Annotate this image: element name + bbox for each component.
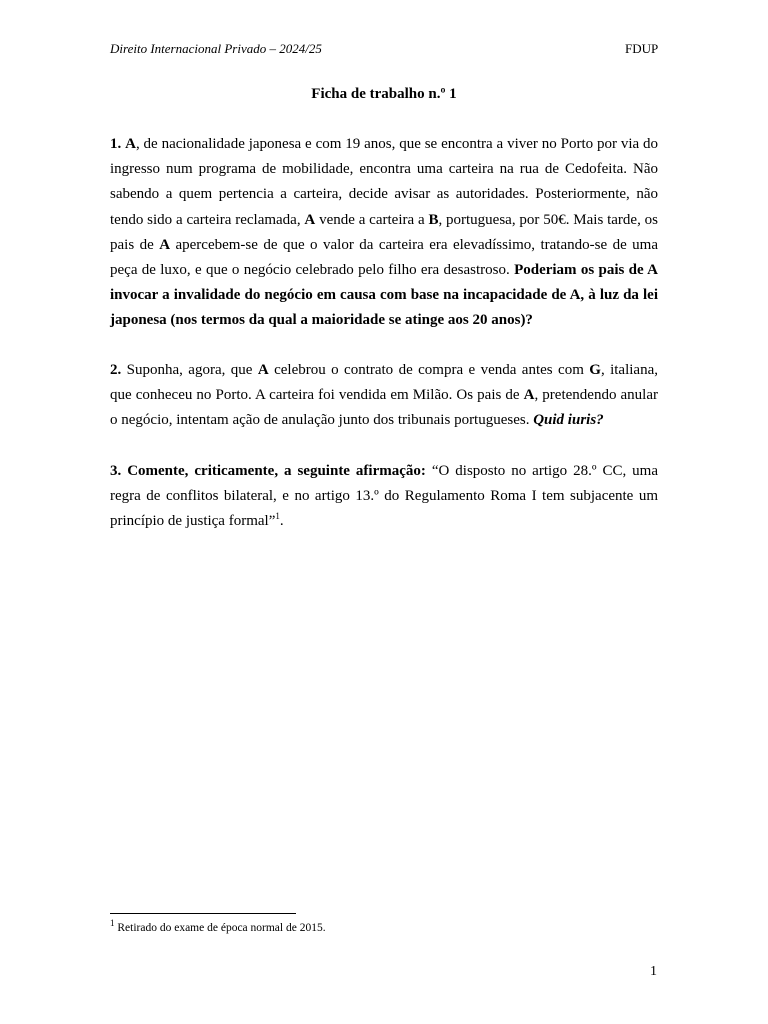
header-institution: FDUP (625, 41, 659, 56)
footnote-mark: 1 (110, 918, 115, 929)
q1-party-a: A (125, 136, 136, 152)
footnote-separator (110, 913, 296, 914)
q2-quid-iuris: Quid iuris? (533, 412, 604, 429)
q1-text-3: , portuguesa, por 50€. Mais tarde, os pais de (110, 211, 658, 253)
question-2 (110, 358, 658, 434)
q2-party-g: G (589, 362, 601, 378)
q1-party-a: A (159, 236, 171, 253)
q2-text-3: , italiana, que conheceu no Porto. A carteira foi vendida em Milão. Os pais de (110, 362, 658, 404)
q3-end: . (279, 513, 284, 530)
q1-party-a: A (304, 211, 316, 228)
q1-text-1: , de nacionalidade japonesa e com 19 anos, que se encontra a viver no Porto por via do ingresso num programa de mobilidade, encontra uma carteira na rua de Cedofeita. Não sabendo a quem pertencia a carteira, decide avisar as autoridades. Posteriormente, não tendo sido a carteira reclamada, (110, 136, 659, 228)
q2-text-1: Suponha, agora, que (121, 362, 258, 378)
q2-text-2: celebrou o contrato de compra e venda antes com (268, 362, 590, 378)
header-course-title: Direito Internacional Privado – 2024/25 (110, 41, 322, 56)
worksheet-title: Ficha de trabalho n.º 1 (311, 86, 457, 102)
q1-text-4: apercebem-se de que o valor da carteira era elevadíssimo, tratando-se de uma peça de luxo, e que o negócio celebrado pelo filho era desastroso. (110, 236, 658, 279)
footnote-text: Retirado do exame de época normal de 2015. (114, 922, 326, 934)
q3-quote: “O disposto no artigo 28.º CC, uma regra de conflitos bilateral, e no artigo 13.º do Regulamento Roma I tem subjacente um princípio de justiça formal” (110, 463, 658, 530)
question-3 (110, 459, 658, 535)
q2-text-4: , pretendendo anular o negócio, intentam ação de anulação junto dos tribunais portugueses. (110, 387, 658, 429)
q1-question: Poderiam os pais de A invocar a invalidade do negócio em causa com base na incapacidade de A, à luz da lei japonesa (nos termos da qual a maioridade se atinge aos 20 anos)? (110, 262, 658, 329)
footnote (110, 918, 326, 934)
q2-number: 2. (110, 362, 122, 378)
q1-party-b: B (428, 211, 439, 228)
q2-party-a: A (257, 362, 269, 378)
page-number: 1 (650, 964, 657, 979)
q1-text-2: vende a carteira a (315, 211, 429, 228)
footnote-reference: 1 (275, 511, 280, 522)
q3-lead: 3. Comente, criticamente, a seguinte afirmação: (110, 463, 426, 479)
question-1 (110, 132, 658, 334)
q2-party-a: A (523, 387, 535, 404)
q1-number: 1. (110, 136, 122, 152)
